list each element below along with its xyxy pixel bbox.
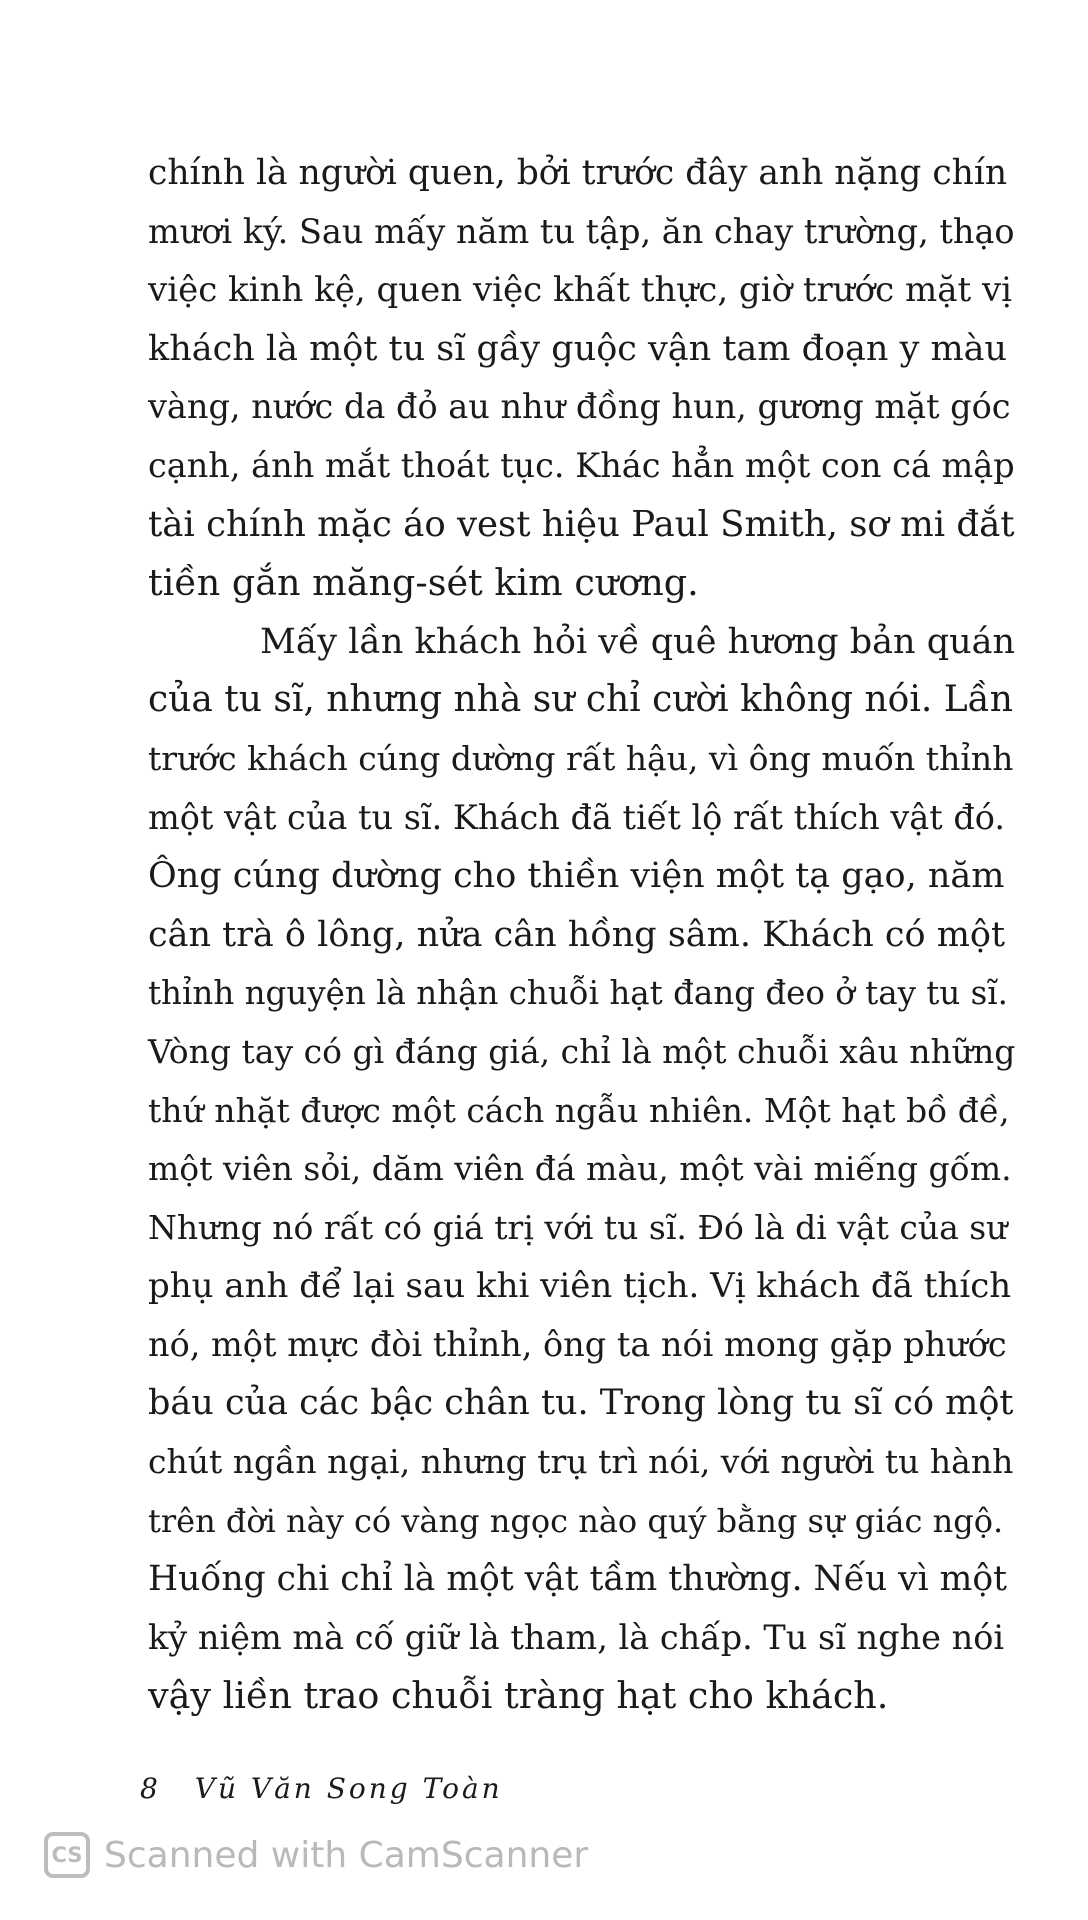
page-number: 8 — [140, 1772, 158, 1805]
body-text — [148, 144, 1016, 1726]
text-line: thỉnh nguyện là nhận chuỗi hạt đang đeo ở tay tu sĩ. — [148, 974, 1009, 1013]
author-name: Vũ Văn Song Toàn — [194, 1772, 503, 1805]
text-line: một viên sỏi, dăm viên đá màu, một vài miếng gốm. — [148, 1149, 1012, 1189]
text-line: Vòng tay có gì đáng giá, chỉ là một chuỗi xâu những — [148, 1031, 1016, 1071]
page-footer — [140, 1772, 503, 1805]
text-line: Nhưng nó rất có giá trị với tu sĩ. Đó là di vật của sư — [148, 1207, 1008, 1247]
text-line: chính là người quen, bởi trước đây anh nặng chín — [148, 153, 1008, 193]
text-line: báu của các bậc chân tu. Trong lòng tu sĩ có một — [148, 1383, 1014, 1424]
watermark-text: Scanned with CamScanner — [104, 1834, 589, 1876]
text-line: thứ nhặt được một cách ngẫu nhiên. Một hạt bồ đề, — [148, 1090, 1010, 1130]
text-line: phụ anh để lại sau khi viên tịch. Vị khách đã thích — [148, 1266, 1012, 1307]
text-line: cân trà ô lông, nửa cân hồng sâm. Khách có một — [148, 914, 1006, 955]
text-line: nó, một mực đòi thỉnh, ông ta nói mong gặp phước — [148, 1324, 1007, 1364]
text-line: trên đời này có vàng ngọc nào quý bằng sự giác ngộ. — [148, 1501, 1004, 1540]
text-line: của tu sĩ, nhưng nhà sư chỉ cười không nói. Lần — [148, 679, 1013, 721]
text-line: chút ngần ngại, nhưng trụ trì nói, với người tu hành — [148, 1442, 1014, 1482]
text-line: tài chính mặc áo vest hiệu Paul Smith, sơ mi đắt — [148, 503, 1015, 545]
camscanner-logo-icon: CS — [44, 1832, 90, 1878]
text-line: vàng, nước da đỏ au như đồng hun, gương mặt góc — [148, 387, 1011, 427]
text-line: khách là một tu sĩ gầy guộc vận tam đoạn y màu — [148, 328, 1008, 369]
text-line: tiền gắn măng-sét kim cương. — [148, 561, 699, 605]
text-line: vậy liền trao chuỗi tràng hạt cho khách. — [148, 1674, 889, 1718]
paragraph-start-line: Mấy lần khách hỏi về quê hương bản quán — [260, 621, 1016, 662]
text-line: kỷ niệm mà cố giữ là tham, là chấp. Tu sĩ nghe nói — [148, 1617, 1005, 1657]
scanner-watermark — [44, 1832, 588, 1878]
text-line: việc kinh kệ, quen việc khất thực, giờ trước mặt vị — [148, 270, 1013, 311]
text-line: một vật của tu sĩ. Khách đã tiết lộ rất thích vật đó. — [148, 797, 1006, 837]
text-line: cạnh, ánh mắt thoát tục. Khác hẳn một con cá mập — [148, 445, 1015, 485]
text-line: Ông cúng dường cho thiền viện một tạ gạo, năm — [148, 856, 1005, 897]
text-line: mươi ký. Sau mấy năm tu tập, ăn chay trường, thạo — [148, 211, 1015, 251]
text-line: Huống chi chỉ là một vật tầm thường. Nếu vì một — [148, 1559, 1007, 1600]
text-line: trước khách cúng dường rất hậu, vì ông muốn thỉnh — [148, 738, 1014, 778]
